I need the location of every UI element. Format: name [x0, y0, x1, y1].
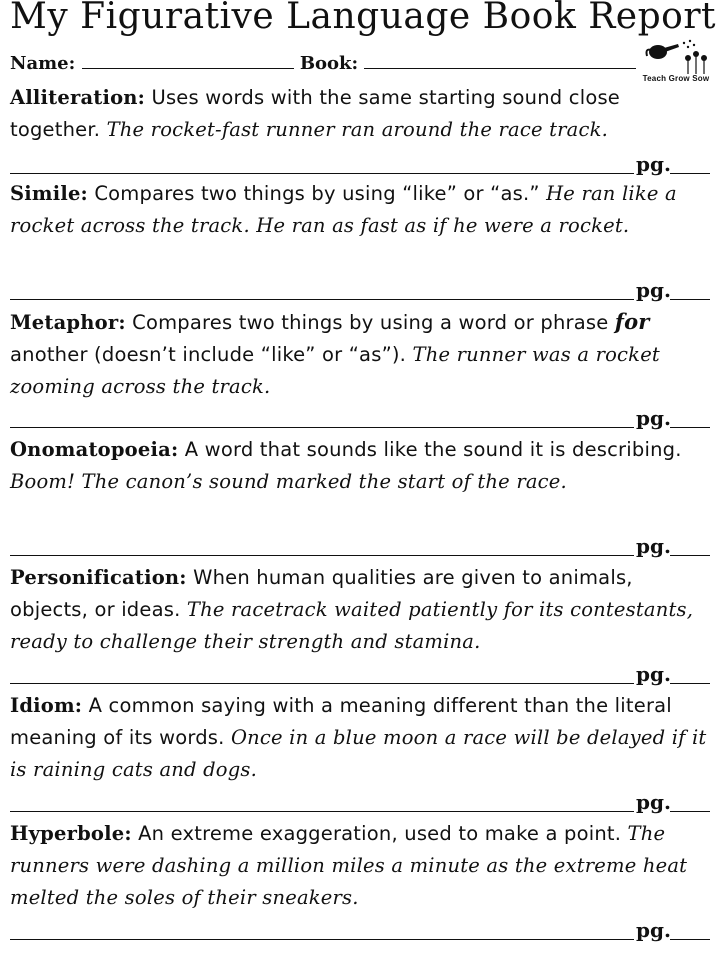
term-label: Onomatopoeia:: [10, 438, 179, 461]
page-label: pg.: [636, 790, 671, 814]
answer-blank[interactable]: [10, 173, 634, 174]
page-label: pg.: [636, 662, 671, 686]
term-example: He ran like a rocket across the track. He ran as fast as if he were a rocket.: [10, 182, 677, 237]
entry-alliteration: [10, 82, 710, 176]
answer-blank[interactable]: [10, 939, 634, 940]
term-emphasis: for: [614, 309, 650, 334]
page-title: My Figurative Language Book Report: [10, 0, 717, 37]
answer-line[interactable]: [10, 148, 710, 178]
name-label: Name:: [10, 53, 76, 74]
entry-text: [10, 178, 710, 242]
page-number-blank[interactable]: [670, 555, 710, 556]
answer-blank[interactable]: [10, 811, 634, 812]
page-number-blank[interactable]: [670, 299, 710, 300]
term-example: The racetrack waited patiently for its contestants, ready to challenge their strength and stamina.: [10, 598, 694, 653]
answer-line[interactable]: [10, 530, 710, 560]
teach-grow-sow-logo: [638, 38, 714, 86]
answer-blank[interactable]: [10, 683, 634, 684]
book-field[interactable]: [364, 52, 636, 69]
answer-line[interactable]: [10, 786, 710, 816]
page-label: pg.: [636, 534, 671, 558]
answer-blank[interactable]: [10, 299, 634, 300]
term-example: The runners were dashing a million miles a minute as the extreme heat melted the soles of their sneakers.: [10, 822, 688, 909]
page-number-blank[interactable]: [670, 427, 710, 428]
page-label: pg.: [636, 152, 671, 176]
term-label: Personification:: [10, 566, 187, 589]
answer-line[interactable]: [10, 274, 710, 304]
term-example: The runner was a rocket zooming across the track.: [10, 343, 660, 398]
term-definition: A common saying with a meaning different than the literal meaning of its words.: [10, 694, 672, 749]
term-label: Hyperbole:: [10, 822, 132, 845]
entry-simile: [10, 178, 710, 302]
term-definition: When human qualities are given to animals, objects, or ideas.: [10, 566, 633, 621]
answer-blank[interactable]: [10, 427, 634, 428]
entry-text: [10, 82, 710, 146]
entry-metaphor: [10, 306, 710, 430]
page-number-blank[interactable]: [670, 683, 710, 684]
term-example: Once in a blue moon a race will be delayed if it is raining cats and dogs.: [10, 726, 707, 781]
answer-blank[interactable]: [10, 555, 634, 556]
entry-onomatopoeia: [10, 434, 710, 558]
answer-line[interactable]: [10, 658, 710, 688]
term-label: Metaphor:: [10, 311, 126, 334]
term-example: Boom! The canon’s sound marked the start of the race.: [10, 470, 567, 493]
term-definition: Uses words with the same starting sound close together.: [10, 86, 621, 141]
entry-idiom: [10, 690, 710, 814]
page-label: pg.: [636, 918, 671, 942]
term-label: Simile:: [10, 182, 88, 205]
entry-text: [10, 818, 710, 914]
watering-can-icon: [644, 38, 708, 74]
entry-text: [10, 434, 710, 498]
logo-text: Teach Grow Sow: [642, 74, 710, 83]
entry-text: [10, 306, 710, 403]
term-example: The rocket-fast runner ran around the race track.: [106, 118, 609, 141]
page-number-blank[interactable]: [670, 173, 710, 174]
term-definition-continued: another (doesn’t include “like” or “as”).: [10, 343, 413, 366]
entry-text: [10, 562, 710, 658]
entry-text: [10, 690, 710, 786]
page-label: pg.: [636, 278, 671, 302]
entry-personification: [10, 562, 710, 686]
term-definition: Compares two things by using a word or phrase: [125, 311, 615, 334]
term-definition: An extreme exaggeration, used to make a point.: [131, 822, 628, 845]
term-definition: A word that sounds like the sound it is describing.: [178, 438, 682, 461]
book-label: Book:: [299, 53, 359, 74]
page-label: pg.: [636, 406, 671, 430]
term-label: Idiom:: [10, 694, 83, 717]
page-number-blank[interactable]: [670, 939, 710, 940]
name-field[interactable]: [82, 52, 294, 69]
term-label: Alliteration:: [10, 86, 146, 109]
page-number-blank[interactable]: [670, 811, 710, 812]
term-definition: Compares two things by using “like” or “as.”: [87, 182, 547, 205]
entry-hyperbole: [10, 818, 710, 942]
student-info-row: [10, 52, 636, 74]
answer-line[interactable]: [10, 914, 710, 944]
answer-line[interactable]: [10, 402, 710, 432]
